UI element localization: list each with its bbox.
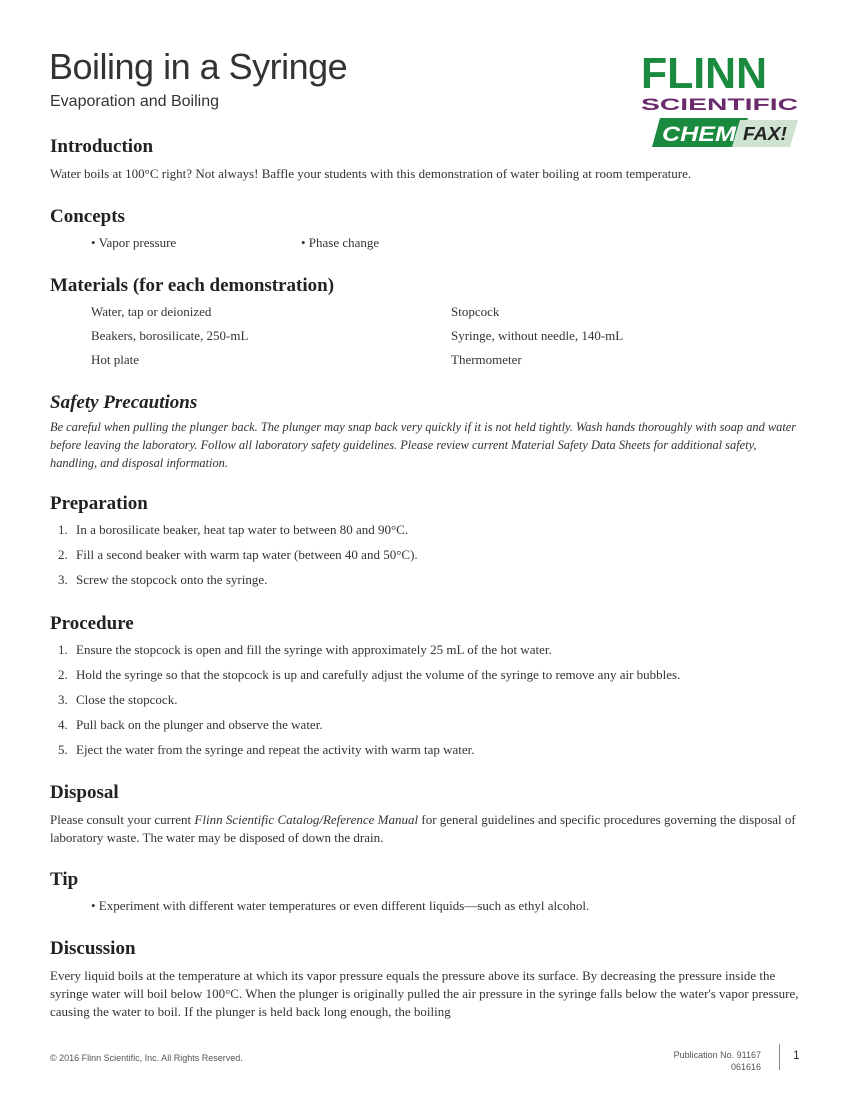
preparation-step: 1. In a borosilicate beaker, heat tap water to between 80 and 90°C. (58, 522, 409, 537)
concept-item: • Phase change (301, 235, 380, 250)
safety-text: Be careful when pulling the plunger back. The plunger may snap back very quickly if it is not held tightly. Wash hands thoroughly with soap and water before leaving the laboratory. Follow all laboratory safety guidelines. Please review current Material Safety Data Sheets for additional safety, handling, and disposal information. (50, 420, 797, 470)
footer-divider (779, 1044, 780, 1070)
publication-code: 061616 (730, 1062, 761, 1072)
step-text: Close the stopcock. (76, 692, 178, 707)
material-item: Hot plate (91, 352, 140, 367)
safety-heading: Safety Precautions (50, 392, 198, 413)
page-title: Boiling in a Syringe (49, 46, 348, 87)
preparation-step: 3. Screw the stopcock onto the syringe. (58, 572, 268, 587)
procedure-heading: Procedure (50, 613, 134, 634)
tip-heading: Tip (50, 869, 79, 890)
copyright: © 2016 Flinn Scientific, Inc. All Rights Reserved. (50, 1053, 243, 1063)
step-text: Hold the syringe so that the stopcock is up and carefully adjust the volume of the syringe to remove any air bubbles. (76, 667, 681, 682)
disposal-post: for general guidelines and specific procedures governing the disposal of laboratory waste. The water may be disposed of down the drain. (50, 812, 796, 845)
introduction-heading: Introduction (50, 136, 154, 157)
logo-chem-text: CHEM (662, 123, 737, 146)
logo-fax-text: FAX! (743, 124, 787, 144)
introduction-text: Water boils at 100°C right? Not always! Baffle your students with this demonstration of water boiling at room temperature. (50, 166, 692, 181)
material-item: Beakers, borosilicate, 250-mL (91, 328, 249, 343)
step-text: Ensure the stopcock is open and fill the syringe with approximately 25 mL of the hot water. (76, 642, 552, 657)
step-text: Pull back on the plunger and observe the water. (76, 717, 323, 732)
preparation-heading: Preparation (50, 493, 148, 514)
material-item: Stopcock (451, 304, 500, 319)
concepts-heading: Concepts (50, 206, 125, 227)
step-text: Eject the water from the syringe and repeat the activity with warm tap water. (76, 742, 475, 757)
procedure-step: 2. Hold the syringe so that the stopcock is up and carefully adjust the volume of the syringe to remove any air bubbles. (58, 667, 681, 682)
logo-flinn-text: FLINN (641, 49, 767, 98)
disposal-text (50, 811, 802, 847)
step-text: In a borosilicate beaker, heat tap water to between 80 and 90°C. (76, 522, 409, 537)
procedure-step: 5. Eject the water from the syringe and repeat the activity with warm tap water. (58, 742, 475, 757)
disposal-manual-title: Flinn Scientific Catalog/Reference Manual (194, 812, 419, 827)
page-subtitle: Evaporation and Boiling (50, 93, 220, 110)
material-item: Syringe, without needle, 140-mL (451, 328, 624, 343)
tip-text: • Experiment with different water temperatures or even different liquids—such as ethyl alcohol. (91, 898, 590, 913)
procedure-step: 3. Close the stopcock. (58, 692, 178, 707)
material-item: Thermometer (451, 352, 522, 367)
procedure-step: 1. Ensure the stopcock is open and fill the syringe with approximately 25 mL of the hot water. (58, 642, 552, 657)
page-number: 1 (793, 1048, 800, 1062)
material-item: Water, tap or deionized (91, 304, 212, 319)
concept-item: • Vapor pressure (91, 235, 177, 250)
materials-heading: Materials (for each demonstration) (50, 275, 335, 296)
discussion-heading: Discussion (50, 938, 136, 959)
publication-number: Publication No. 91167 (673, 1050, 761, 1060)
disposal-pre: Please consult your current (50, 812, 195, 827)
logo-scientific-text: SCIENTIFIC (641, 95, 798, 114)
step-text: Fill a second beaker with warm tap water (between 40 and 50°C). (76, 547, 418, 562)
procedure-step: 4. Pull back on the plunger and observe the water. (58, 717, 323, 732)
preparation-step: 2. Fill a second beaker with warm tap water (between 40 and 50°C). (58, 547, 418, 562)
flinn-chemfax-logo (640, 48, 800, 152)
discussion-text: Every liquid boils at the temperature at which its vapor pressure equals the pressure above its surface. By decreasing the pressure inside the syringe water will boil below 100°C. When the plunger is originally pulled the air pressure in the syringe falls below the water's vapor pressure, causing the water to boil. If the plunger is held back long enough, the boiling (50, 968, 799, 1019)
step-text: Screw the stopcock onto the syringe. (76, 572, 268, 587)
disposal-heading: Disposal (50, 782, 119, 803)
